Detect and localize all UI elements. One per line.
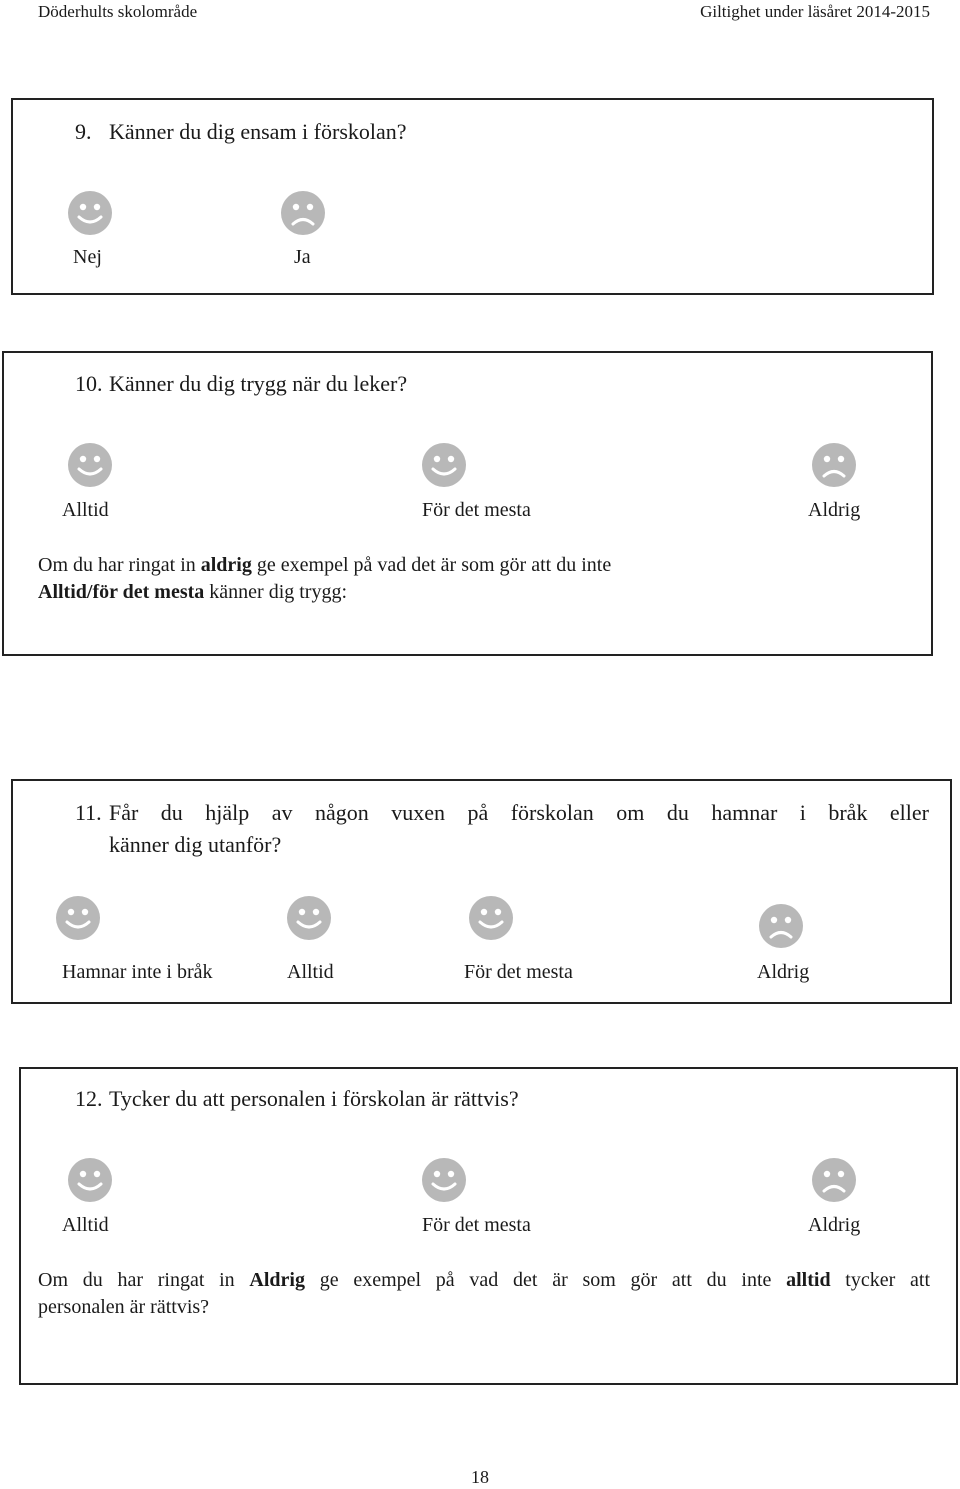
question-12-title (75, 1083, 519, 1115)
question-number: 10. (75, 371, 103, 396)
header-school-name: Döderhults skolområde (38, 2, 198, 21)
happy-face-icon[interactable] (468, 895, 514, 941)
option-label[interactable]: För det mesta (422, 499, 531, 521)
sad-face-icon[interactable] (758, 903, 804, 949)
question-text: Tycker du att personalen i förskolan är rättvis? (109, 1086, 519, 1111)
question-number: 12. (75, 1086, 103, 1111)
header-validity: Giltighet under läsåret 2014-2015 (700, 2, 930, 21)
followup-text (38, 552, 918, 606)
option-label[interactable]: Aldrig (808, 1214, 861, 1236)
option-label[interactable]: Aldrig (757, 961, 810, 983)
followup-emphasis: Alltid/för det mesta (38, 581, 205, 603)
followup-text-part: personalen är rättvis? (38, 1296, 210, 1318)
question-text: Känner du dig trygg när du leker? (109, 371, 408, 396)
followup-emphasis: alltid (786, 1269, 831, 1291)
question-9-title (75, 116, 407, 148)
followup-text (38, 1267, 930, 1321)
question-number: 9. (75, 119, 92, 144)
option-label[interactable]: Aldrig (808, 499, 861, 521)
option-label[interactable]: Alltid (62, 1214, 109, 1236)
option-label[interactable]: Nej (73, 246, 102, 268)
followup-text-part: tycker att (830, 1269, 931, 1291)
sad-face-icon[interactable] (280, 190, 326, 236)
happy-face-icon[interactable] (67, 442, 113, 488)
happy-face-icon[interactable] (67, 190, 113, 236)
option-label[interactable]: För det mesta (422, 1214, 531, 1236)
option-label[interactable]: Hamnar inte i bråk (62, 961, 213, 983)
option-label[interactable]: Alltid (62, 499, 109, 521)
question-text: Känner du dig ensam i förskolan? (109, 119, 407, 144)
question-11-title (75, 797, 929, 861)
happy-face-icon[interactable] (55, 895, 101, 941)
option-label[interactable]: Ja (294, 246, 311, 268)
followup-text-part: Om du har ringat in (38, 1269, 250, 1291)
question-text-line: Får du hjälp av någon vuxen på förskolan om du hamnar i bråk eller (109, 800, 929, 825)
option-label[interactable]: Alltid (287, 961, 334, 983)
happy-face-icon[interactable] (421, 442, 467, 488)
option-label[interactable]: För det mesta (464, 961, 573, 983)
followup-text-part: ge exempel på vad det är som gör att du inte (304, 1269, 787, 1291)
happy-face-icon[interactable] (67, 1157, 113, 1203)
followup-text-part: Om du har ringat in (38, 554, 201, 576)
page-number: 18 (471, 1467, 489, 1487)
happy-face-icon[interactable] (286, 895, 332, 941)
question-10-title (75, 368, 407, 400)
sad-face-icon[interactable] (811, 442, 857, 488)
happy-face-icon[interactable] (421, 1157, 467, 1203)
sad-face-icon[interactable] (811, 1157, 857, 1203)
followup-emphasis: Aldrig (249, 1269, 305, 1291)
followup-emphasis: aldrig (200, 554, 252, 576)
followup-text-part: ge exempel på vad det är som gör att du inte (251, 554, 612, 576)
question-text-line: känner dig utanför? (109, 832, 282, 857)
question-number: 11. (75, 800, 102, 825)
followup-text-part: känner dig trygg: (204, 581, 348, 603)
